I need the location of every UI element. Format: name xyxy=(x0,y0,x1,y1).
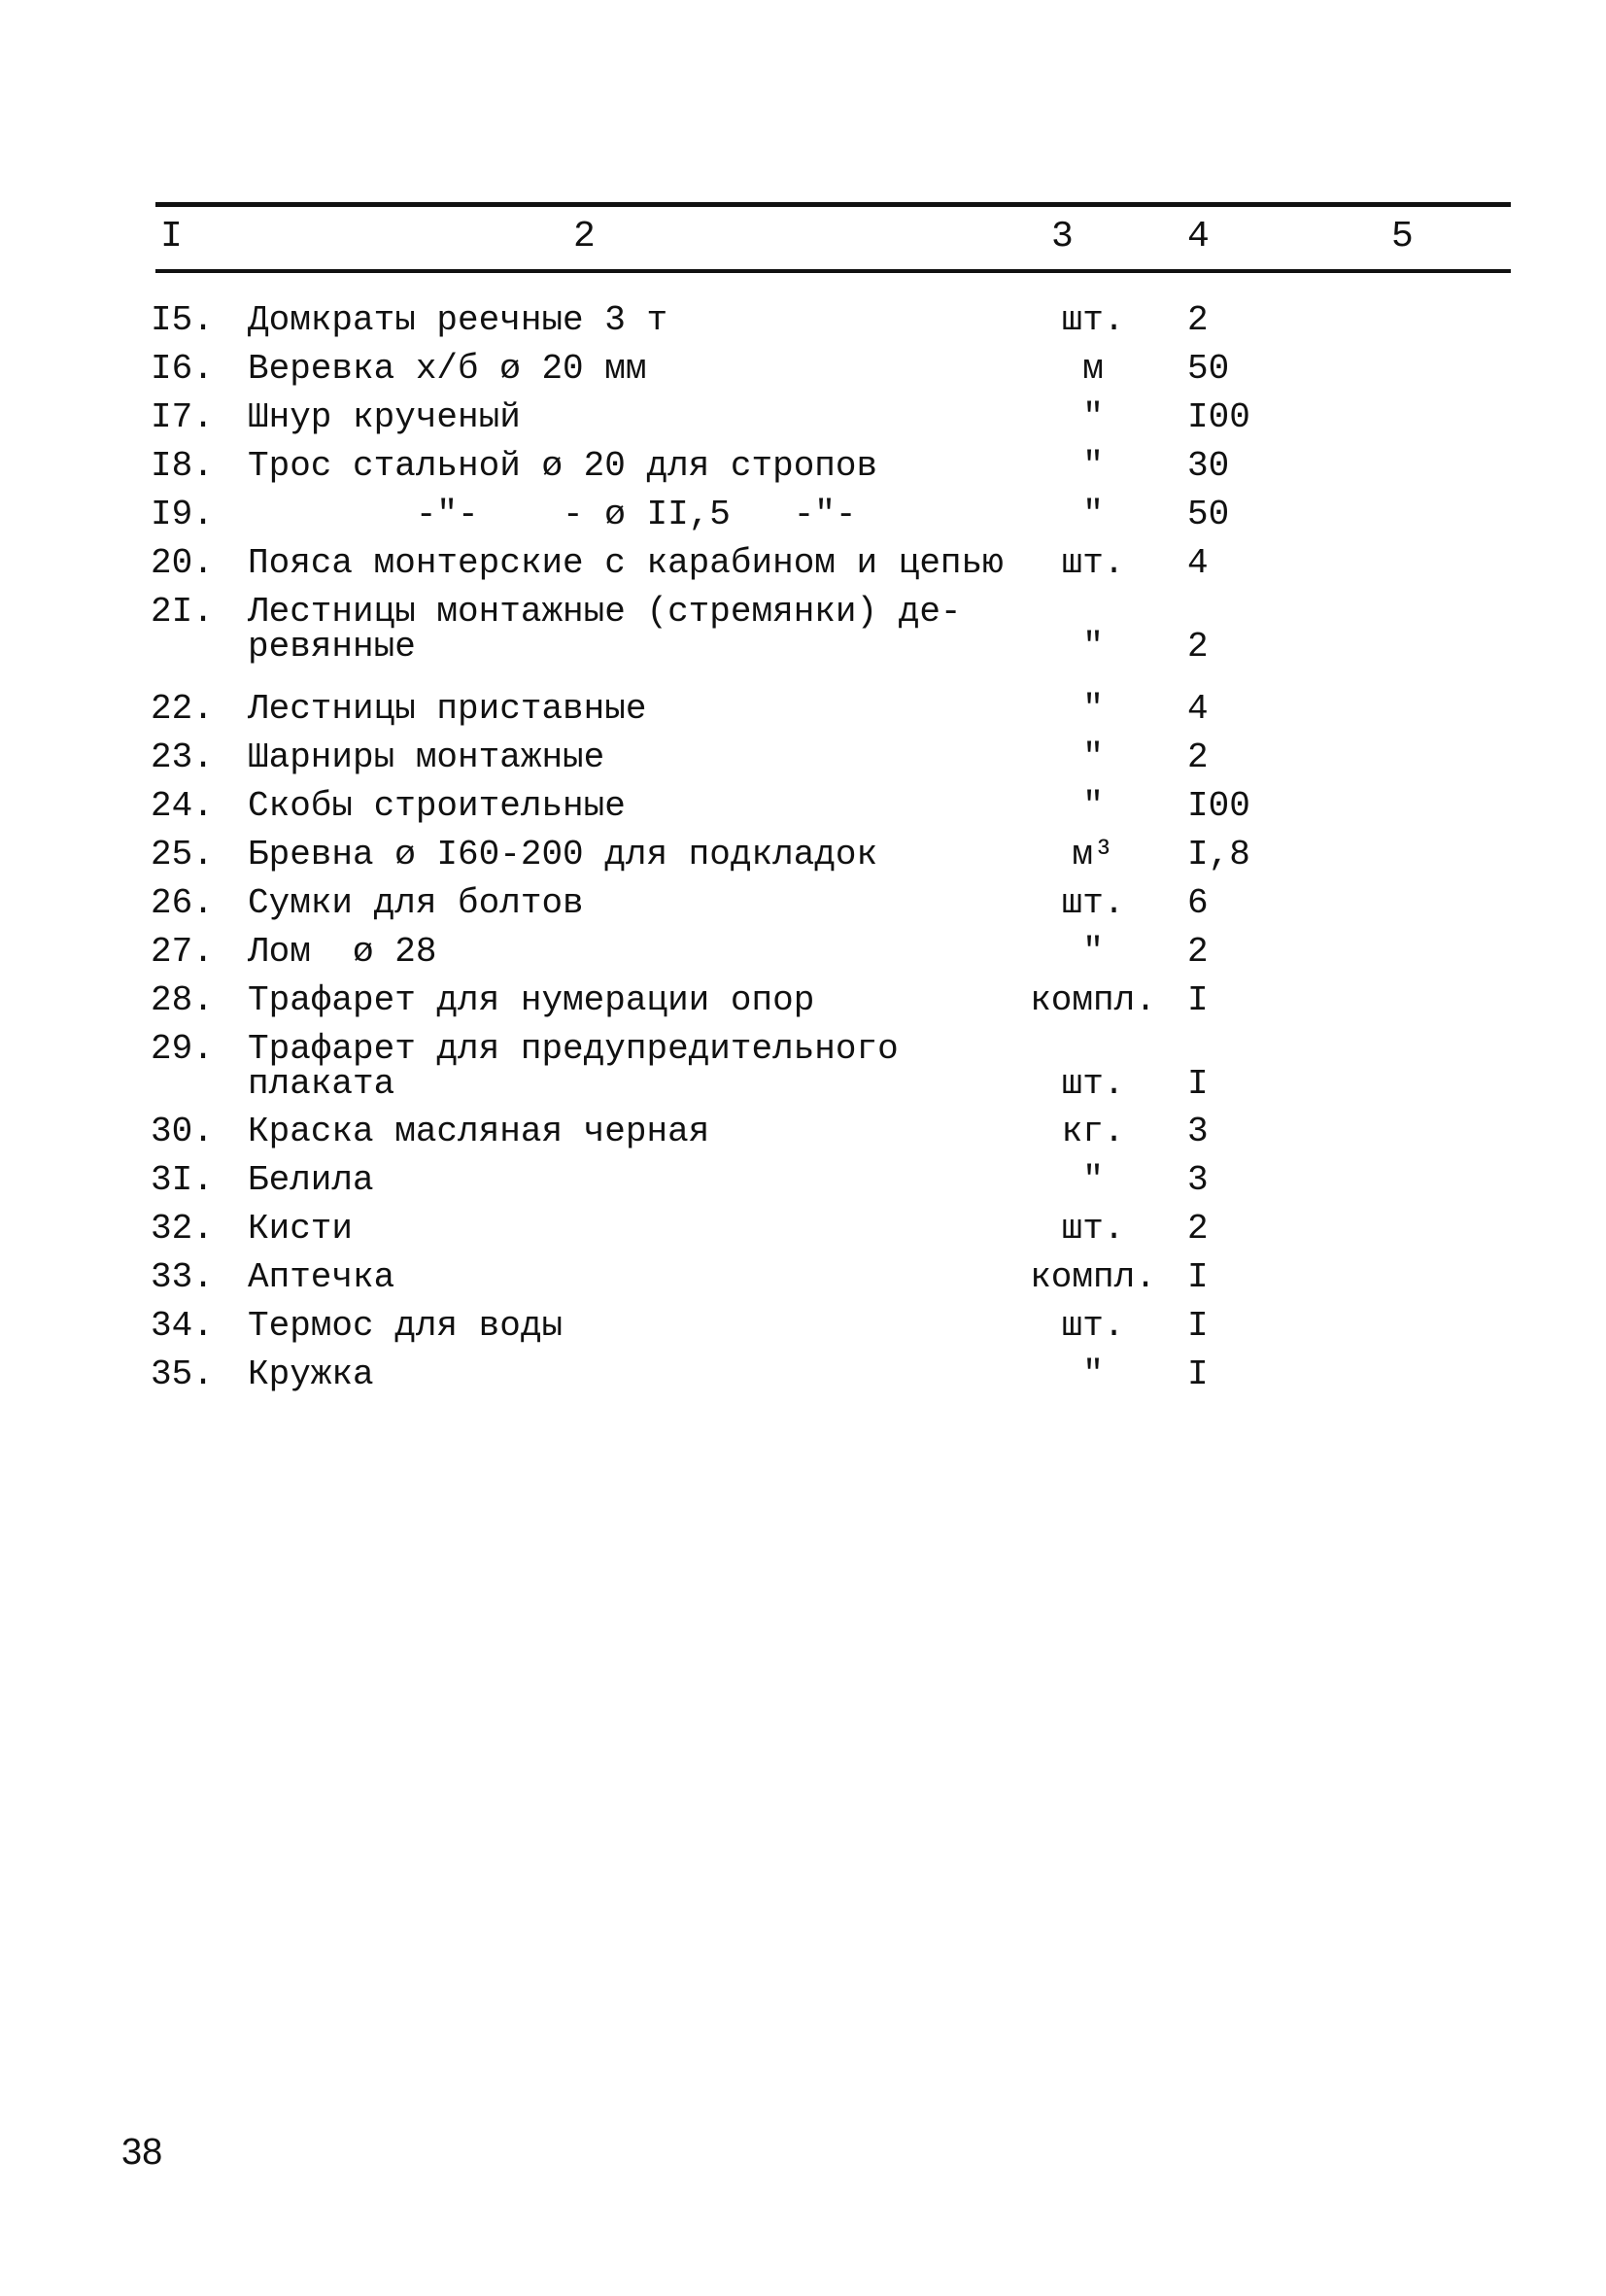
item-name: Шарниры монтажные xyxy=(248,737,605,777)
item-quantity: 2 xyxy=(1187,932,1209,972)
item-name: Пояса монтерские с карабином и цепью xyxy=(248,543,1004,583)
column-header-5: 5 xyxy=(1391,216,1414,257)
item-name: Трафарет для нумерации опор xyxy=(248,980,815,1020)
item-name: Кружка xyxy=(248,1354,374,1394)
item-unit: " xyxy=(1082,689,1104,729)
item-name: Лестницы монтажные (стремянки) де- ревянные xyxy=(248,592,962,667)
item-name: Домкраты реечные 3 т xyxy=(248,300,668,340)
item-number: I6. xyxy=(151,349,214,389)
item-quantity: I xyxy=(1187,1257,1209,1297)
item-number: I7. xyxy=(151,397,214,437)
item-unit: м xyxy=(1082,349,1104,389)
item-unit: шт. xyxy=(1061,883,1125,923)
column-header-2: 2 xyxy=(573,216,596,257)
item-number: 27. xyxy=(151,932,214,972)
item-name: Сумки для болтов xyxy=(248,883,584,923)
item-name: Скобы строительные xyxy=(248,786,626,826)
item-quantity: 2 xyxy=(1187,300,1209,340)
item-quantity: 2 xyxy=(1187,1209,1209,1249)
item-unit: шт. xyxy=(1061,543,1125,583)
item-name: Шнур крученый xyxy=(248,397,521,437)
item-number: 24. xyxy=(151,786,214,826)
column-header-4: 4 xyxy=(1187,216,1210,257)
item-number: 25. xyxy=(151,835,214,874)
item-number: I5. xyxy=(151,300,214,340)
item-unit: " xyxy=(1082,1160,1104,1200)
item-number: I9. xyxy=(151,495,214,534)
item-quantity: I,8 xyxy=(1187,835,1250,874)
item-name: Термос для воды xyxy=(248,1306,564,1346)
item-number: 35. xyxy=(151,1354,214,1394)
item-name: Лестницы приставные xyxy=(248,689,647,729)
page-number: 38 xyxy=(121,2132,163,2173)
item-name: Кисти xyxy=(248,1209,354,1249)
item-quantity: I00 xyxy=(1187,397,1250,437)
item-quantity: I00 xyxy=(1187,786,1250,826)
item-unit: " xyxy=(1082,446,1104,486)
item-name: Трафарет для предупредительного плаката xyxy=(248,1029,899,1104)
item-number: 2I. xyxy=(151,592,214,632)
item-unit: компл. xyxy=(1030,1257,1156,1297)
item-quantity: 3 xyxy=(1187,1160,1209,1200)
item-name: -"- - ø II,5 -"- xyxy=(248,495,857,534)
item-quantity: 50 xyxy=(1187,495,1230,534)
item-unit: шт. xyxy=(1061,1064,1125,1104)
item-unit: " xyxy=(1082,737,1104,777)
item-number: 32. xyxy=(151,1209,214,1249)
column-header-3: 3 xyxy=(1051,216,1074,257)
item-quantity: 50 xyxy=(1187,349,1230,389)
item-number: 23. xyxy=(151,737,214,777)
table-top-rule xyxy=(155,202,1511,207)
item-unit: " xyxy=(1082,932,1104,972)
item-quantity: I xyxy=(1187,1064,1209,1104)
item-unit: шт. xyxy=(1061,300,1125,340)
item-quantity: 4 xyxy=(1187,543,1209,583)
item-unit: шт. xyxy=(1061,1209,1125,1249)
item-unit: компл. xyxy=(1030,980,1156,1020)
item-name: Веревка х/б ø 20 мм xyxy=(248,349,647,389)
item-unit: " xyxy=(1082,627,1104,667)
item-quantity: 30 xyxy=(1187,446,1230,486)
column-header-1: I xyxy=(160,216,183,257)
item-name: Бревна ø I60-200 для подкладок xyxy=(248,835,878,874)
item-quantity: 2 xyxy=(1187,737,1209,777)
item-number: 3I. xyxy=(151,1160,214,1200)
item-number: 33. xyxy=(151,1257,214,1297)
item-number: 26. xyxy=(151,883,214,923)
item-quantity: 6 xyxy=(1187,883,1209,923)
item-unit: м³ xyxy=(1072,835,1114,874)
item-quantity: 3 xyxy=(1187,1112,1209,1151)
item-quantity: I xyxy=(1187,1354,1209,1394)
item-quantity: I xyxy=(1187,980,1209,1020)
item-number: 29. xyxy=(151,1029,214,1069)
item-number: 22. xyxy=(151,689,214,729)
item-quantity: I xyxy=(1187,1306,1209,1346)
item-name: Краска масляная черная xyxy=(248,1112,710,1151)
item-number: I8. xyxy=(151,446,214,486)
item-name: Трос стальной ø 20 для стропов xyxy=(248,446,878,486)
item-quantity: 2 xyxy=(1187,627,1209,667)
item-quantity: 4 xyxy=(1187,689,1209,729)
item-name: Аптечка xyxy=(248,1257,395,1297)
item-unit: " xyxy=(1082,1354,1104,1394)
item-unit: шт. xyxy=(1061,1306,1125,1346)
item-name: Лом ø 28 xyxy=(248,932,437,972)
item-number: 28. xyxy=(151,980,214,1020)
table-header-rule xyxy=(155,269,1511,273)
item-number: 20. xyxy=(151,543,214,583)
item-unit: кг. xyxy=(1061,1112,1125,1151)
item-unit: " xyxy=(1082,495,1104,534)
item-number: 34. xyxy=(151,1306,214,1346)
item-name: Белила xyxy=(248,1160,374,1200)
item-unit: " xyxy=(1082,786,1104,826)
item-number: 30. xyxy=(151,1112,214,1151)
item-unit: " xyxy=(1082,397,1104,437)
